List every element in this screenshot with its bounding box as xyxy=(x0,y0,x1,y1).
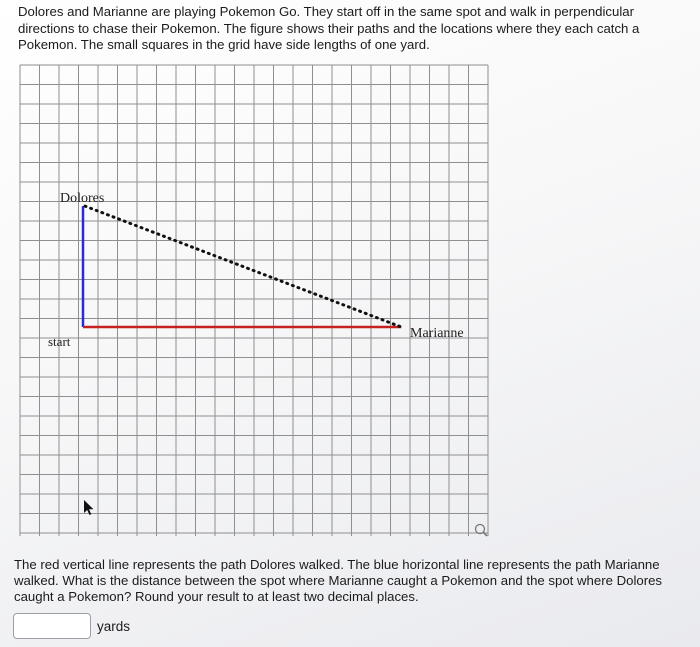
distance-dotted-line xyxy=(85,206,401,327)
units-label: yards xyxy=(97,618,131,634)
grid-lines xyxy=(20,65,488,536)
marianne-label: Marianne xyxy=(410,326,464,341)
mouse-pointer-icon xyxy=(84,500,94,515)
answer-input[interactable] xyxy=(13,613,91,639)
answer-row xyxy=(13,613,130,639)
dolores-label: Dolores xyxy=(60,191,105,206)
start-label: start xyxy=(48,334,71,349)
magnifier-icon[interactable] xyxy=(476,525,488,537)
problem-intro: Dolores and Marianne are playing Pokemon Go. They start off in the same spot and walk in perpendicular directions to chase their Pokemon. The figure shows their paths and the locations where they each catch a Pokemon. The small squares in the grid have side lengths of one yard. xyxy=(18,4,640,52)
question-text: The red vertical line represents the path Dolores walked. The blue horizontal line represents the path Marianne walked. What is the distance between the spot where Marianne caught a Pokemon and the spot where Dolores caught a Pokemon? Round your result to at least two decimal places. xyxy=(14,557,663,604)
